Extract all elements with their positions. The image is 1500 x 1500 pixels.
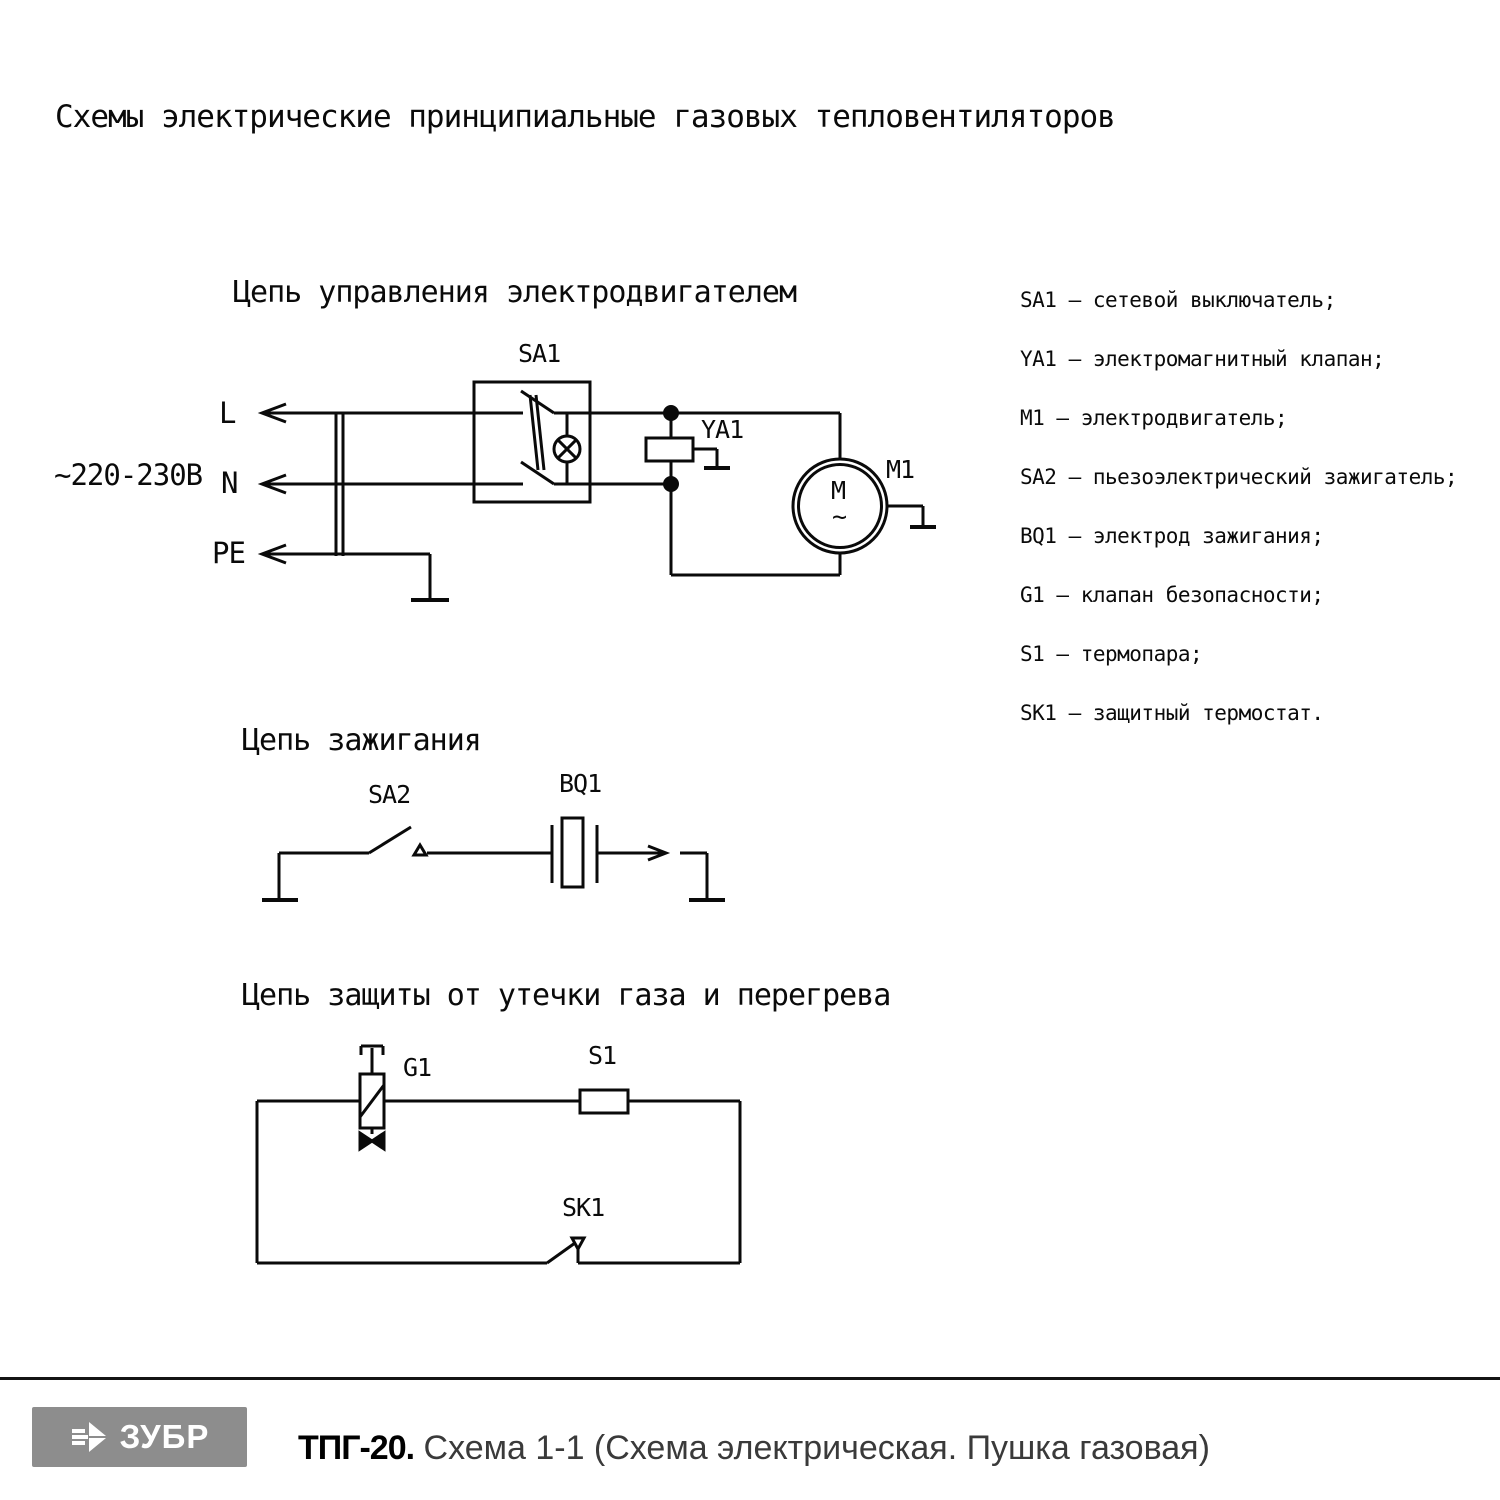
legend-item: SA2 – пьезоэлектрический зажигатель; [1020, 465, 1458, 489]
g1-valve-icon [372, 1133, 384, 1149]
lamp-cross [558, 440, 576, 458]
legend-item: M1 – электродвигатель; [1020, 406, 1288, 430]
line-n-label: N [221, 466, 238, 500]
voltage-label: ~220-230В [54, 458, 203, 492]
legend-item: SK1 – защитный термостат. [1020, 701, 1324, 725]
motor-ac-symbol: ~ [832, 502, 847, 531]
ya1-coil [646, 438, 693, 461]
sa2-contact-icon [414, 845, 426, 855]
g1-diagonal [360, 1085, 384, 1117]
sk1-blade [547, 1243, 575, 1263]
caption-text: Схема 1-1 (Схема электрическая. Пушка газовая) [414, 1429, 1210, 1467]
page-title: Схемы электрические принципиальные газовых тепловентиляторов [55, 99, 1115, 135]
footer-caption [298, 1428, 1210, 1468]
footer-divider [0, 1377, 1500, 1380]
wire-motor-bottom [671, 484, 840, 575]
sa2-label: SA2 [368, 780, 411, 809]
line-l-label: L [219, 396, 236, 430]
line-pe [262, 554, 430, 600]
motor-circuit-title: Цепь управления электродвигателем [233, 275, 797, 310]
brand-name: ЗУБР [119, 1418, 210, 1455]
ignition-circuit-title: Цепь зажигания [242, 723, 481, 758]
brand-logo [32, 1407, 247, 1467]
ignition-circuit [262, 818, 725, 900]
s1-thermocouple-body [580, 1090, 628, 1113]
legend-item: BQ1 – электрод зажигания; [1020, 524, 1324, 548]
legend-item: G1 – клапан безопасности; [1020, 583, 1324, 607]
bq1-plates [552, 825, 597, 883]
ignition-left-wire [279, 853, 369, 900]
bq1-crystal [562, 818, 583, 887]
motor-m-symbol: M [831, 476, 846, 505]
sk1-label: SK1 [562, 1193, 605, 1222]
ya1-ground-lead [693, 449, 717, 468]
legend-item: YA1 – электромагнитный клапан; [1020, 347, 1385, 371]
sa2-blade [369, 827, 411, 853]
bq1-label: BQ1 [559, 769, 602, 798]
ignition-right-wire [680, 853, 707, 900]
g1-top-terminal [361, 1046, 383, 1074]
model-label: ТПГ-20. [298, 1429, 415, 1467]
legend-item: S1 – термопара; [1020, 642, 1203, 666]
m1-label: M1 [886, 455, 915, 484]
zubr-bison-icon [70, 1416, 112, 1458]
sa1-label: SA1 [518, 339, 561, 368]
legend-item: SA1 – сетевой выключатель; [1020, 288, 1336, 312]
sk1-contact-icon [572, 1238, 584, 1249]
motor-ground-lead [887, 506, 923, 527]
line-pe-label: PE [212, 536, 245, 570]
ya1-label: YA1 [701, 415, 744, 444]
protection-circuit-title: Цепь защиты от утечки газа и перегрева [242, 978, 891, 1013]
g1-label: G1 [403, 1053, 432, 1082]
s1-label: S1 [588, 1041, 617, 1070]
protection-loop [257, 1101, 740, 1263]
protection-circuit [257, 1046, 740, 1263]
